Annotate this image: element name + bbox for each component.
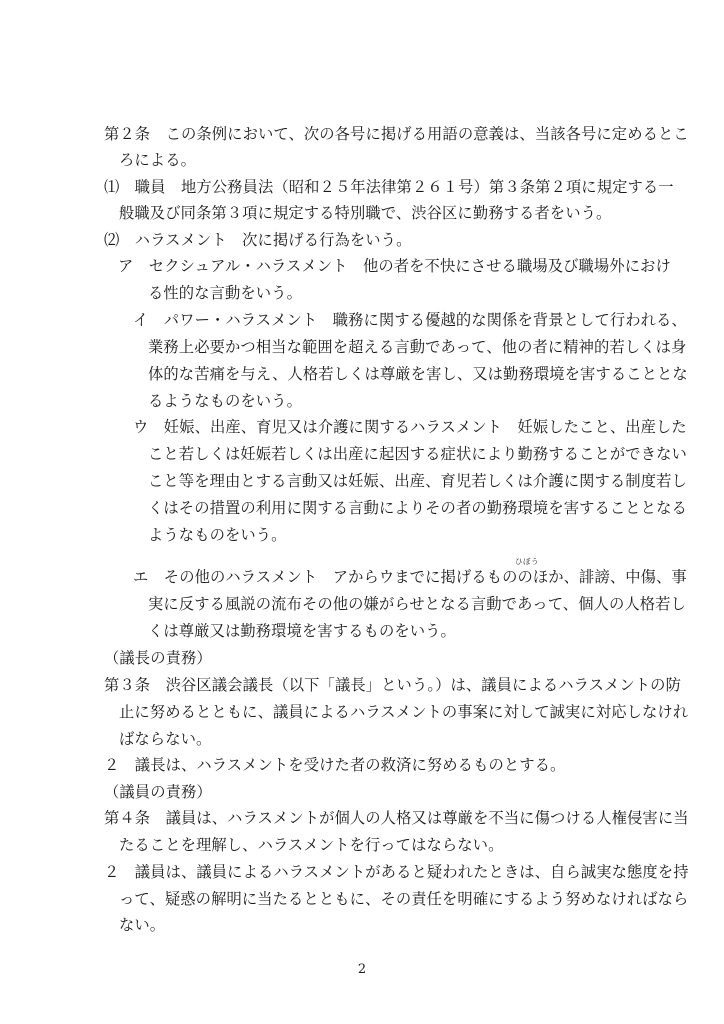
article-4-line-2: たることを理解し、ハラスメントを行ってはならない。: [119, 836, 504, 854]
sub-i-line-4: るようなものをいう。: [148, 392, 302, 410]
page-number: 2: [357, 962, 367, 977]
sub-u-line-3: こと等を理由とする言動又は妊娠、出産、育児若しくは介護に関する制度若し: [148, 472, 687, 490]
sub-u-line-5: ようなものをいう。: [148, 526, 287, 544]
article-2-line-2: ろによる。: [119, 151, 196, 169]
article-4-para-2-line-3: ない。: [119, 916, 166, 934]
item-2-line-1: ⑵ ハラスメント 次に掲げる行為をいう。: [104, 231, 412, 249]
article-4-para-2-line-2: って、疑惑の解明に当たるとともに、その責任を明確にするよう努めなければなら: [119, 890, 689, 908]
sub-u-line-2: こと若しくは妊娠若しくは出産に起因する症状により勤務することができない: [148, 445, 687, 463]
sub-e-line-2: 実に反する風説の流布その他の嫌がらせとなる言動であって、個人の人格若し: [148, 595, 686, 613]
article-3-line-3: ばならない。: [119, 730, 212, 748]
item-1-line-2: 般職及び同条第３項に規定する特別職で、渋谷区に勤務する者をいう。: [119, 204, 612, 222]
article-4-para-2-line-1: ２ 議員は、議員によるハラスメントがあると疑われたときは、自ら誠実な態度を持: [104, 863, 689, 881]
heading-chair-duties: （議長の責務）: [104, 649, 212, 667]
sub-a-line-1: ア セクシュアル・ハラスメント 他の者を不快にさせる職場及び職場外におけ: [118, 257, 671, 275]
article-3-line-1: 第３条 渋谷区議会議長（以下「議長」という。）は、議員によるハラスメントの防: [104, 676, 681, 694]
article-3-para-2: ２ 議長は、ハラスメントを受けた者の救済に努めるものとする。: [104, 756, 566, 774]
sub-a-line-2: る性的な言動をいう。: [148, 284, 302, 302]
sub-u-line-4: くはその措置の利用に関する言動によりその者の勤務環境を害することとなる: [148, 499, 687, 517]
article-2-line-1: 第２条 この条例において、次の各号に掲げる用語の意義は、当該各号に定めるとこ: [104, 125, 689, 143]
sub-u-line-1: ウ 妊娠、出産、育児又は介護に関するハラスメント 妊娠したこと、出産した: [133, 418, 687, 436]
article-3-line-2: 止に努めるとともに、議員によるハラスメントの事案に対して誠実に対応しなけれ: [119, 703, 689, 721]
sub-e-line-3: くは尊厳又は勤務環境を害するものをいう。: [148, 622, 456, 640]
sub-i-line-3: 体的な苦痛を与え、人格若しくは尊厳を害し、又は勤務環境を害することとな: [148, 365, 688, 383]
item-1-line-1: ⑴ 職員 地方公務員法（昭和２５年法律第２６１号）第３条第２項に規定する一: [104, 178, 674, 196]
ruby-annotation: ひぼう: [515, 557, 539, 566]
heading-member-duties: （議員の責務）: [104, 783, 212, 801]
sub-e-line-1: エ その他のハラスメント アからウまでに掲げるもののほか、誹謗、中傷、事: [133, 568, 687, 586]
sub-i-line-1: イ パワー・ハラスメント 職務に関する優越的な関係を背景として行われる、: [133, 311, 687, 329]
sub-i-line-2: 業務上必要かつ相当な範囲を超える言動であって、他の者に精神的若しくは身: [148, 338, 687, 356]
article-4-line-1: 第４条 議員は、ハラスメントが個人の人格又は尊厳を不当に傷つける人権侵害に当: [104, 809, 689, 827]
